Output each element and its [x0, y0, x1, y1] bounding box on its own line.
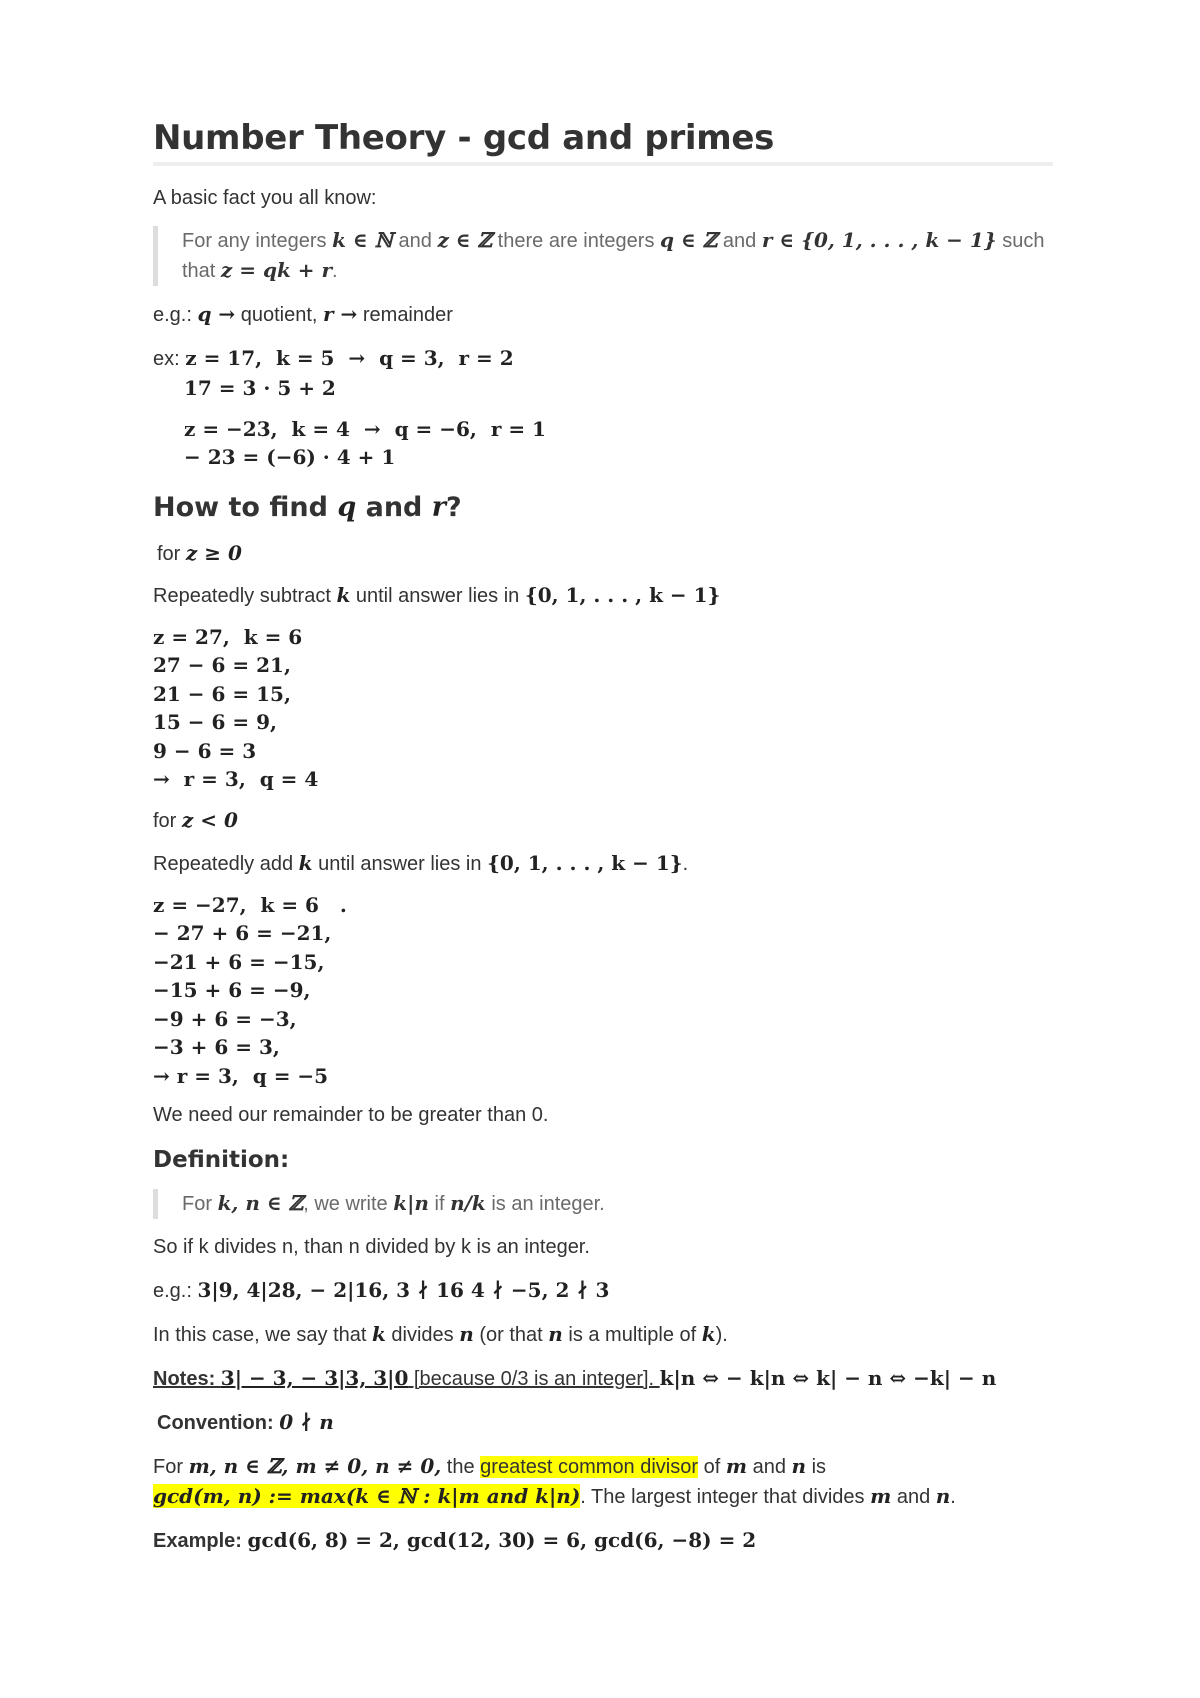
case-nonnegative-label: for z ≥ 0: [157, 540, 242, 565]
example-line-3: z = −23, k = 4 → q = −6, r = 1: [184, 416, 546, 441]
math-line: −9 + 6 = −3,: [153, 1006, 297, 1031]
case-negative-label: for z < 0: [153, 807, 238, 832]
example-line-2: 17 = 3 · 5 + 2: [184, 376, 336, 400]
math-line: 27 − 6 = 21,: [153, 653, 291, 677]
gcd-line-2: gcd(m, n) := max(k ∈ ℕ : k|m and k|n). The largest integer that divides m and n.: [153, 1484, 956, 1508]
example-line-4: − 23 = (−6) · 4 + 1: [184, 445, 396, 469]
notes-label: Notes:: [153, 1368, 221, 1390]
math-line: z = −27, k = 6 .: [153, 892, 347, 917]
divides-explanation: So if k divides n, than n divided by k is an integer.: [153, 1236, 590, 1258]
definition-quote: [153, 1189, 1053, 1219]
math-line: 9 − 6 = 3: [153, 738, 257, 763]
subtraction-steps: [153, 623, 1053, 794]
math-line: −15 + 6 = −9,: [153, 978, 311, 1002]
gcd-example: Example: gcd(6, 8) = 2, gcd(12, 30) = 6, gcd(6, −8) = 2: [153, 1528, 757, 1552]
math-line: − 27 + 6 = −21,: [153, 921, 332, 945]
gcd-highlight: greatest common divisor: [480, 1456, 699, 1478]
page-title: Number Theory - gcd and primes: [153, 118, 1053, 166]
divisibility-examples: e.g.: 3|9, 4|28, − 2|16, 3 ∤ 16 4 ∤ −5, 2 ∤ 3: [153, 1278, 610, 1302]
divides-terminology: In this case, we say that k divides n (or that n is a multiple of k).: [153, 1322, 728, 1346]
convention-line: Convention: 0 ∤ n: [157, 1410, 334, 1434]
example-line-1: ex: z = 17, k = 5 → q = 3, r = 2: [153, 346, 514, 370]
math-line: → r = 3, q = 4: [153, 767, 319, 791]
subtract-instruction: Repeatedly subtract k until answer lies in {0, 1, . . . , k − 1}: [153, 582, 721, 607]
fact-line-1: For any integers k ∈ ℕ and z ∈ ℤ there are integers q ∈ ℤ and r ∈ {0, 1, . . . , k − 1} such: [182, 228, 1045, 252]
fact-line-2: that z = qk + r.: [182, 258, 338, 282]
notes-line: Notes: 3| − 3, − 3|3, 3|0 [because 0/3 is an integer]. k|n ⇔ − k|n ⇔ k| − n ⇔ −k| − n: [153, 1366, 997, 1390]
math-line: −21 + 6 = −15,: [153, 949, 325, 974]
math-line: → r = 3, q = −5: [153, 1063, 329, 1088]
addition-steps: [153, 891, 1053, 1091]
gcd-definition: [153, 1452, 1053, 1512]
gcd-line-1: For m, n ∈ ℤ, m ≠ 0, n ≠ 0, the greatest common divisor of m and n is: [153, 1454, 827, 1478]
intro-text: A basic fact you all know:: [153, 187, 377, 209]
document-page: [153, 118, 1053, 1556]
math-line: −3 + 6 = 3,: [153, 1035, 280, 1059]
eg-quotient-remainder: e.g.: q → quotient, r → remainder: [153, 302, 453, 326]
math-line: z = 27, k = 6: [153, 624, 303, 649]
heading-definition: Definition:: [153, 1147, 290, 1173]
definition-text: For k, n ∈ ℤ, we write k|n if n/k is an integer.: [182, 1191, 605, 1215]
gcd-formula: gcd(m, n) := max(k ∈ ℕ : k|m and k|n): [153, 1484, 581, 1508]
remainder-note: We need our remainder to be greater than 0.: [153, 1104, 549, 1126]
math-line: 15 − 6 = 9,: [153, 710, 277, 734]
basic-fact-quote: [153, 226, 1053, 286]
add-instruction: Repeatedly add k until answer lies in {0, 1, . . . , k − 1}.: [153, 850, 689, 875]
math-line: 21 − 6 = 15,: [153, 681, 291, 706]
example-block: [153, 344, 1053, 472]
heading-how-to-find: How to find q and r?: [153, 491, 462, 523]
